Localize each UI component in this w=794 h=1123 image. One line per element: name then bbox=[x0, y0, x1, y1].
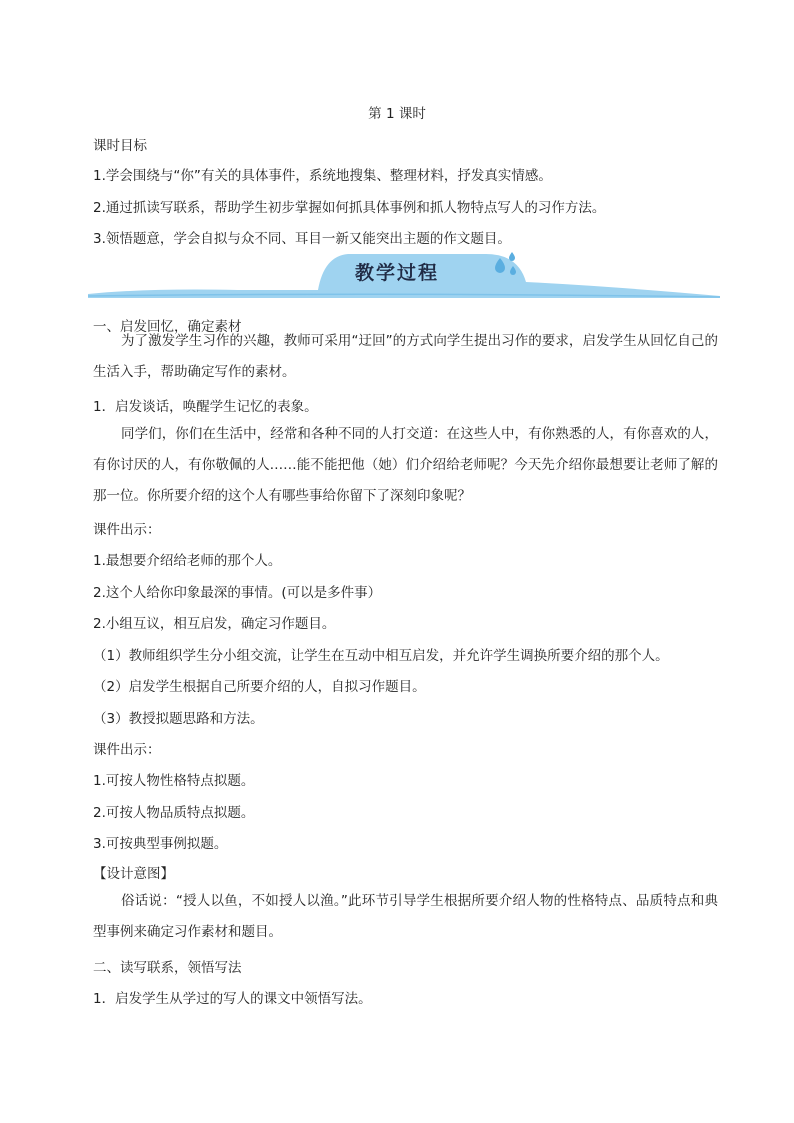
courseware-heading: 课件出示： bbox=[93, 522, 161, 538]
section-heading: 二、读写联系，领悟写法 bbox=[93, 960, 242, 976]
objectives-heading: 课时目标 bbox=[93, 138, 147, 154]
objective-item: 3.领悟题意，学会自拟与众不同、耳目一新又能突出主题的作文题目。 bbox=[93, 231, 511, 247]
step-heading: 1．启发学生从学过的写人的课文中领悟写法。 bbox=[93, 991, 372, 1007]
courseware-item: 2.可按人物品质特点拟题。 bbox=[93, 805, 255, 821]
courseware-heading: 课件出示： bbox=[93, 742, 161, 758]
section-heading: 一、启发回忆，确定素材 bbox=[93, 319, 242, 335]
step-item: （1）教师组织学生分小组交流，让学生在互动中相互启发，并允许学生调换所要介绍的那个人。 bbox=[93, 648, 669, 664]
intro-paragraph: 为了激发学生习作的兴趣，教师可采用“迂回”的方式向学生提出习作的要求，启发学生从回忆自己的生活入手，帮助确定写作的素材。 bbox=[93, 333, 718, 380]
courseware-item: 1.可按人物性格特点拟题。 bbox=[93, 773, 255, 789]
lesson-title: 第 1 课时 bbox=[368, 106, 426, 122]
objective-item: 1.学会围绕与“你”有关的具体事件，系统地搜集、整理材料，抒发真实情感。 bbox=[93, 168, 552, 184]
step-heading: 1．启发谈话，唤醒学生记忆的表象。 bbox=[93, 399, 318, 415]
step-heading: 2.小组互议，相互启发，确定习作题目。 bbox=[93, 616, 336, 632]
step-item: （3）教授拟题思路和方法。 bbox=[93, 711, 264, 727]
design-intent-paragraph: 俗话说：“授人以鱼，不如授人以渔。”此环节引导学生根据所要介绍人物的性格特点、品质特点和典型事例来确定习作素材和题目。 bbox=[93, 893, 718, 940]
design-intent-heading: 【设计意图】 bbox=[93, 866, 174, 882]
banner-title: 教学过程 bbox=[354, 262, 439, 284]
talk-paragraph: 同学们，你们在生活中，经常和各种不同的人打交道：在这些人中，有你熟悉的人，有你喜欢的人，有你讨厌的人，有你敬佩的人……能不能把他（她）们介绍给老师呢？今天先介绍你最想要让老师了解的那一位。你所要介绍的这个人有哪些事给你留下了深刻印象呢？ bbox=[93, 426, 718, 504]
objective-item: 2.通过抓读写联系，帮助学生初步掌握如何抓具体事例和抓人物特点写人的习作方法。 bbox=[93, 200, 606, 216]
courseware-item: 2.这个人给你印象最深的事情。(可以是多件事） bbox=[93, 585, 382, 601]
courseware-item: 1.最想要介绍给老师的那个人。 bbox=[93, 553, 282, 569]
courseware-item: 3.可按典型事例拟题。 bbox=[93, 836, 228, 852]
step-item: （2）启发学生根据自己所要介绍的人，自拟习作题目。 bbox=[93, 679, 426, 695]
